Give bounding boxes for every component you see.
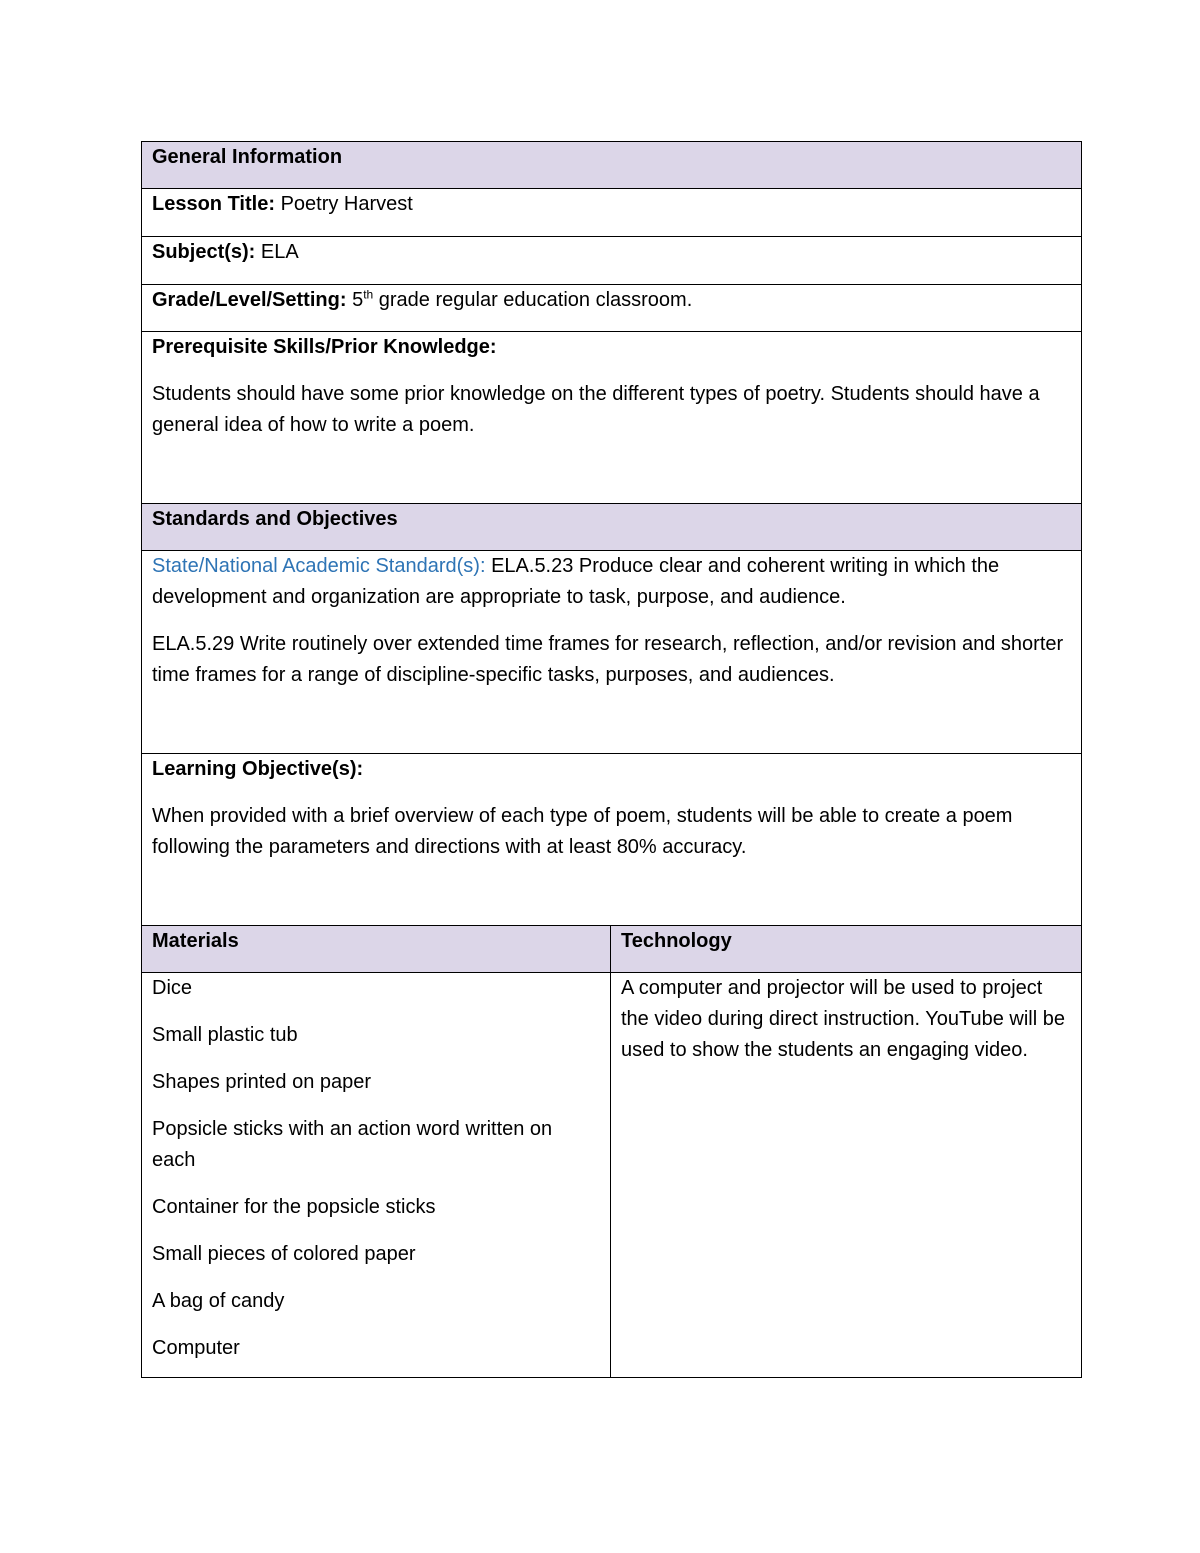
- objective-text: When provided with a brief overview of each type of poem, students will be able to create a poem following the parameters and directions with at least 80% accuracy.: [152, 805, 1013, 858]
- standard-label: State/National Academic Standard(s):: [152, 555, 486, 577]
- grade-value: grade regular education classroom.: [378, 289, 693, 311]
- objective-row: [142, 754, 1082, 926]
- materials-list-item: Shapes printed on paper: [152, 1071, 372, 1093]
- lesson-title-row: [142, 189, 1082, 237]
- prerequisite-text: Students should have some prior knowledge on the different types of poetry. Students should have a general idea of how to write a poem.: [152, 383, 1040, 436]
- prerequisite-row: [142, 332, 1082, 504]
- prerequisite-label: Prerequisite Skills/Prior Knowledge:: [152, 336, 497, 358]
- materials-heading: Materials: [152, 930, 239, 952]
- technology-heading: Technology: [621, 930, 732, 952]
- standards-header: [142, 504, 1082, 551]
- standard-1-text: ELA.5.23 Produce clear and coherent writing in which the development and organization are appropriate to task, purpose, and audience.: [152, 555, 1000, 608]
- general-information-header: [142, 142, 1082, 189]
- subjects-row: [142, 237, 1082, 285]
- grade-suffix: th: [363, 287, 374, 302]
- lesson-title-label: Lesson Title:: [152, 193, 275, 215]
- materials-list-item: Small pieces of colored paper: [152, 1243, 416, 1265]
- subjects-value: ELA: [260, 241, 299, 263]
- materials-cell: [142, 973, 611, 1378]
- standard-1-paragraph: [152, 551, 1071, 613]
- technology-text: A computer and projector will be used to project the video during direct instruction. YouTube will be used to show the students an engaging video.: [621, 977, 1065, 1061]
- standards-heading: Standards and Objectives: [152, 508, 398, 530]
- grade-label: Grade/Level/Setting:: [152, 289, 347, 311]
- objective-label: Learning Objective(s):: [152, 758, 364, 780]
- materials-header: [142, 926, 611, 973]
- materials-list-item: Dice: [152, 977, 193, 999]
- standard-2-text: ELA.5.29 Write routinely over extended time frames for research, reflection, and/or revision and shorter time frames for a range of discipline-specific tasks, purposes, and audiences.: [152, 633, 1064, 686]
- materials-list-item: Popsicle sticks with an action word written on each: [152, 1118, 553, 1171]
- materials-list-item: Small plastic tub: [152, 1024, 298, 1046]
- standards-row: [142, 551, 1082, 754]
- materials-list-item: Computer: [152, 1337, 240, 1359]
- lesson-plan-table: [141, 141, 1082, 1378]
- general-information-heading: General Information: [152, 146, 343, 168]
- technology-header: [611, 926, 1082, 973]
- materials-list-item: Container for the popsicle sticks: [152, 1196, 436, 1218]
- subjects-label: Subject(s):: [152, 241, 256, 263]
- grade-row: [142, 285, 1082, 332]
- grade-number: 5: [352, 289, 364, 311]
- technology-cell: [611, 973, 1082, 1378]
- lesson-title-value: Poetry Harvest: [280, 193, 413, 215]
- materials-list-item: A bag of candy: [152, 1290, 285, 1312]
